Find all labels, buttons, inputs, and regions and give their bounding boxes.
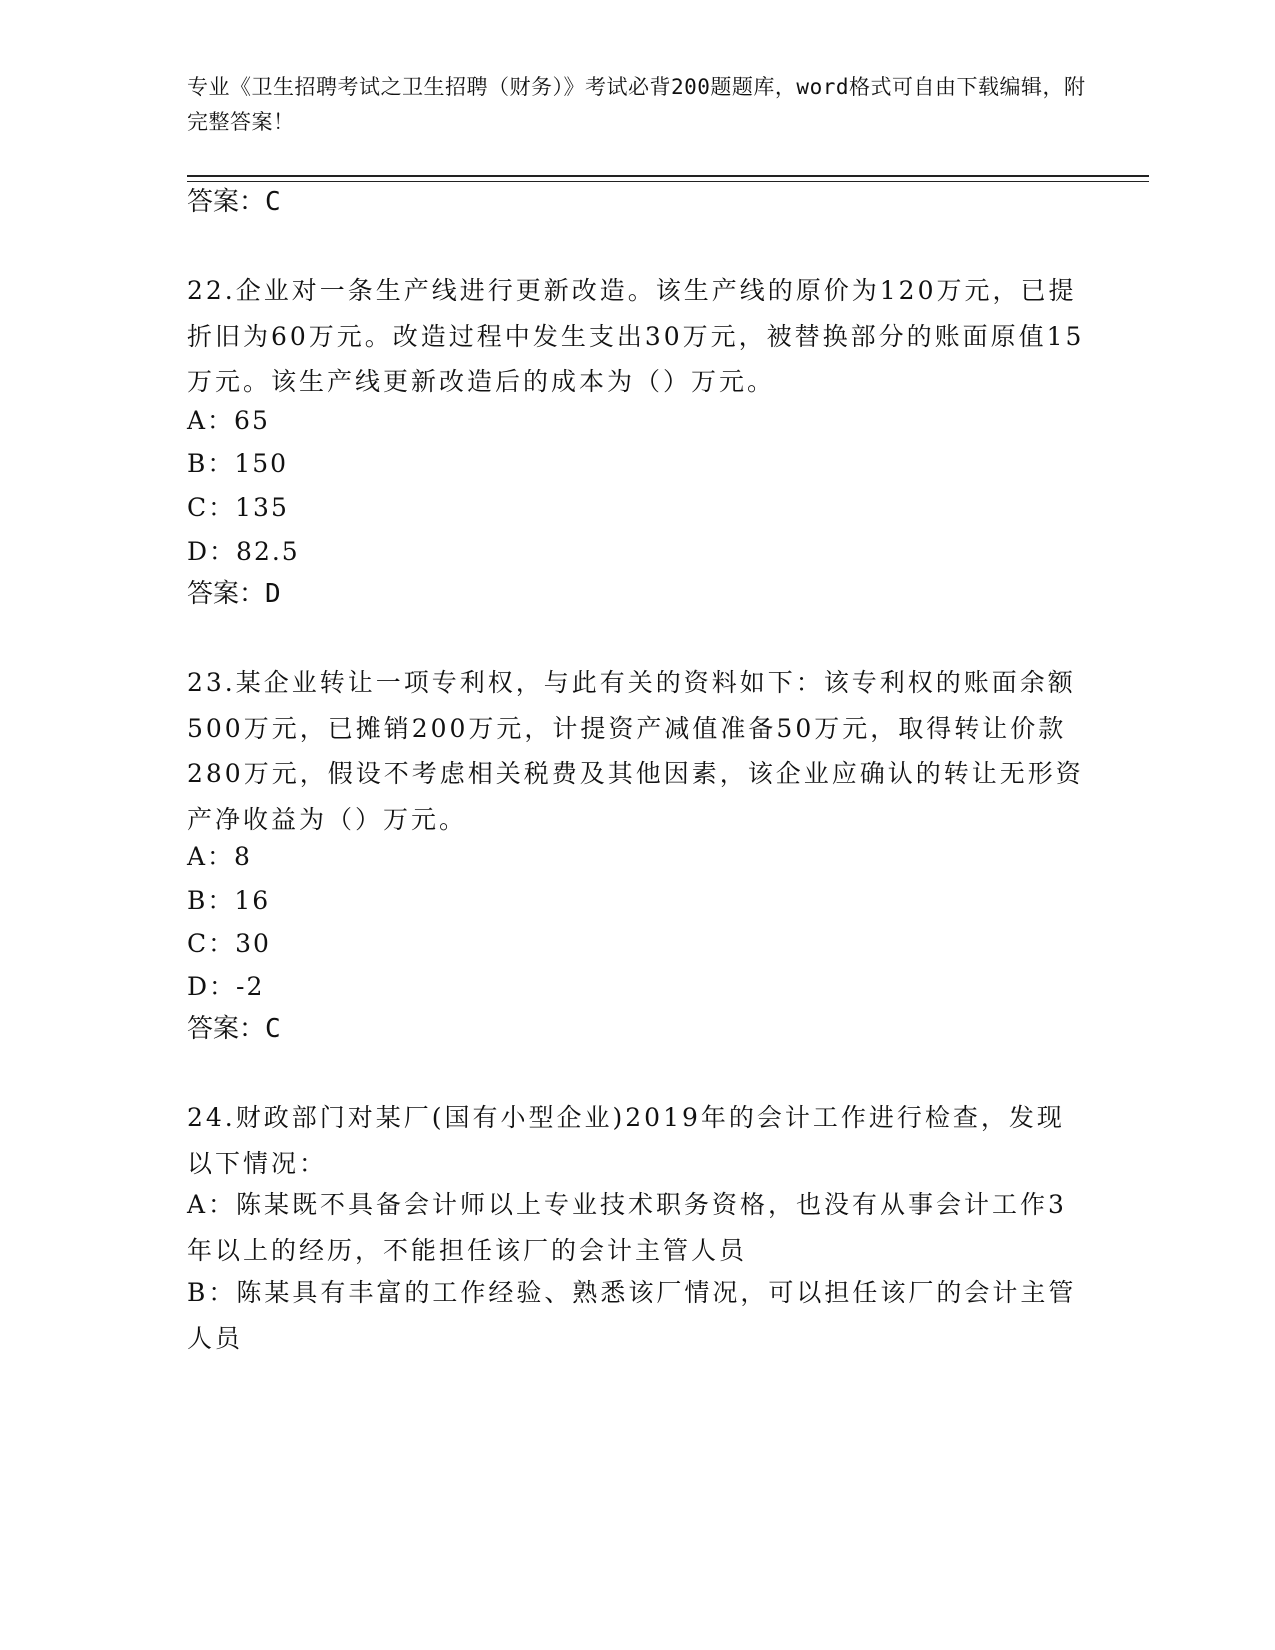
- question-23-stem: 23.某企业转让一项专利权，与此有关的资料如下：该专利权的账面余额500万元，已摊销200万元，计提资产减值准备50万元，取得转让价款280万元，假设不考虑相关税费及其他因素，该企业应确认的转让无形资产净收益为（）万元。: [187, 668, 1084, 834]
- question-22-option-a: A：65: [187, 406, 270, 435]
- question-24-option-b: B：陈某具有丰富的工作经验、熟悉该厂情况，可以担任该厂的会计主管人员: [187, 1278, 1077, 1353]
- question-23-option-a: A：8: [187, 842, 252, 871]
- question-23-option-d: D：-2: [187, 972, 265, 1001]
- question-22-option-d: D：82.5: [187, 537, 300, 566]
- answer-q23: 答案：C: [187, 1014, 281, 1044]
- question-23-option-b: B：16: [187, 886, 271, 915]
- page-header: 专业《卫生招聘考试之卫生招聘（财务）》考试必背200题题库，word格式可自由下载编辑，附完整答案！: [187, 75, 1086, 134]
- header-divider-thin: [187, 181, 1149, 182]
- question-24-stem: 24.财政部门对某厂(国有小型企业)2019年的会计工作进行检查，发现以下情况：: [187, 1103, 1065, 1178]
- question-22-option-c: C：135: [187, 493, 289, 522]
- answer-q22: 答案：D: [187, 579, 281, 609]
- header-divider: [187, 175, 1149, 177]
- question-23-option-c: C：30: [187, 929, 271, 958]
- answer-q21: 答案：C: [187, 187, 281, 217]
- question-24-option-a: A：陈某既不具备会计师以上专业技术职务资格，也没有从事会计工作3年以上的经历，不能担任该厂的会计主管人员: [187, 1190, 1067, 1265]
- question-22-option-b: B：150: [187, 449, 289, 478]
- question-22-stem: 22.企业对一条生产线进行更新改造。该生产线的原价为120万元，已提折旧为60万元。改造过程中发生支出30万元，被替换部分的账面原值15万元。该生产线更新改造后的成本为（）万元。: [187, 276, 1085, 396]
